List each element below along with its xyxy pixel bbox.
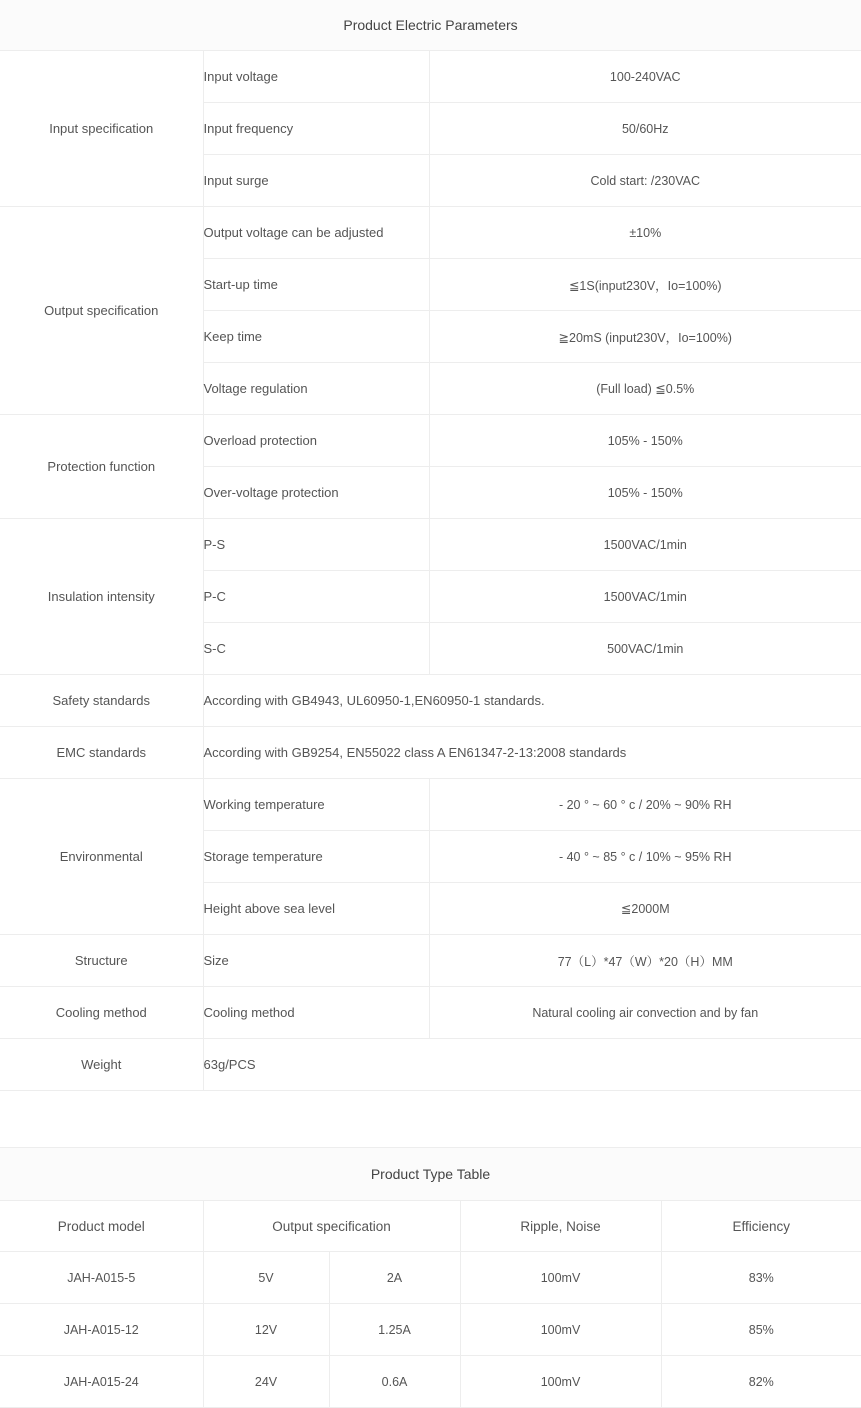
cell-efficiency: 82% — [661, 1356, 861, 1408]
cell-current: 0.6A — [329, 1356, 460, 1408]
param-value: 1500VAC/1min — [429, 519, 861, 571]
table-row — [0, 207, 861, 259]
cell-efficiency: 83% — [661, 1252, 861, 1304]
param-value: 50/60Hz — [429, 103, 861, 155]
category-weight: Weight — [0, 1039, 203, 1091]
param-value: Cold start: /230VAC — [429, 155, 861, 207]
param-name: Input frequency — [203, 103, 429, 155]
table-row — [0, 935, 861, 987]
cell-ripple: 100mV — [460, 1356, 661, 1408]
param-value: 77（L）*47（W）*20（H）MM — [429, 935, 861, 987]
param-value: Natural cooling air convection and by fan — [429, 987, 861, 1039]
category-safety-standards: Safety standards — [0, 675, 203, 727]
param-name: Voltage regulation — [203, 363, 429, 415]
table-row — [0, 1039, 861, 1091]
product-type-table — [0, 1147, 861, 1408]
category-output-specification: Output specification — [0, 207, 203, 415]
column-header-output-specification: Output specification — [203, 1201, 460, 1252]
param-name: Input surge — [203, 155, 429, 207]
cell-ripple: 100mV — [460, 1304, 661, 1356]
cell-voltage: 24V — [203, 1356, 329, 1408]
category-emc-standards: EMC standards — [0, 727, 203, 779]
table-row — [0, 675, 861, 727]
param-name: Output voltage can be adjusted — [203, 207, 429, 259]
param-name: S-C — [203, 623, 429, 675]
param-name: Storage temperature — [203, 831, 429, 883]
table-row — [0, 1356, 861, 1408]
cell-model: JAH-A015-5 — [0, 1252, 203, 1304]
table-row — [0, 51, 861, 103]
category-structure: Structure — [0, 935, 203, 987]
table-row — [0, 519, 861, 571]
param-value: - 20 ° ~ 60 ° c / 20% ~ 90% RH — [429, 779, 861, 831]
param-value: ≦2000M — [429, 883, 861, 935]
table-title-row — [0, 1148, 861, 1201]
param-value: 500VAC/1min — [429, 623, 861, 675]
param-name: Size — [203, 935, 429, 987]
cell-efficiency: 85% — [661, 1304, 861, 1356]
category-environmental: Environmental — [0, 779, 203, 935]
param-value: According with GB9254, EN55022 class A EN61347-2-13:2008 standards — [203, 727, 861, 779]
table-row — [0, 779, 861, 831]
param-name: Cooling method — [203, 987, 429, 1039]
cell-voltage: 12V — [203, 1304, 329, 1356]
param-name: Start-up time — [203, 259, 429, 311]
param-name: Overload protection — [203, 415, 429, 467]
param-name: Input voltage — [203, 51, 429, 103]
type-table-title: Product Type Table — [0, 1148, 861, 1201]
param-name: Working temperature — [203, 779, 429, 831]
cell-model: JAH-A015-24 — [0, 1356, 203, 1408]
param-name: P-S — [203, 519, 429, 571]
table-title-row — [0, 0, 861, 51]
param-name: Keep time — [203, 311, 429, 363]
param-value: According with GB4943, UL60950-1,EN60950-1 standards. — [203, 675, 861, 727]
cell-current: 1.25A — [329, 1304, 460, 1356]
param-value: 63g/PCS — [203, 1039, 861, 1091]
table-row — [0, 415, 861, 467]
param-value: ≧20mS (input230V，Io=100%) — [429, 311, 861, 363]
param-value: 100-240VAC — [429, 51, 861, 103]
column-header-ripple-noise: Ripple, Noise — [460, 1201, 661, 1252]
param-value: 105% - 150% — [429, 467, 861, 519]
cell-model: JAH-A015-12 — [0, 1304, 203, 1356]
cell-ripple: 100mV — [460, 1252, 661, 1304]
table-row — [0, 727, 861, 779]
category-input-specification: Input specification — [0, 51, 203, 207]
table-row — [0, 1304, 861, 1356]
param-value: ±10% — [429, 207, 861, 259]
category-insulation-intensity: Insulation intensity — [0, 519, 203, 675]
column-header-model: Product model — [0, 1201, 203, 1252]
category-cooling-method: Cooling method — [0, 987, 203, 1039]
column-header-efficiency: Efficiency — [661, 1201, 861, 1252]
param-value: (Full load) ≦0.5% — [429, 363, 861, 415]
cell-current: 2A — [329, 1252, 460, 1304]
category-protection-function: Protection function — [0, 415, 203, 519]
cell-voltage: 5V — [203, 1252, 329, 1304]
param-name: Over-voltage protection — [203, 467, 429, 519]
section-spacer — [0, 1091, 861, 1147]
spec-table-title: Product Electric Parameters — [0, 0, 861, 51]
param-value: 105% - 150% — [429, 415, 861, 467]
table-header-row — [0, 1201, 861, 1252]
param-name: P-C — [203, 571, 429, 623]
table-row — [0, 987, 861, 1039]
param-value: ≦1S(input230V，Io=100%) — [429, 259, 861, 311]
param-value: - 40 ° ~ 85 ° c / 10% ~ 95% RH — [429, 831, 861, 883]
param-value: 1500VAC/1min — [429, 571, 861, 623]
param-name: Height above sea level — [203, 883, 429, 935]
table-row — [0, 1252, 861, 1304]
